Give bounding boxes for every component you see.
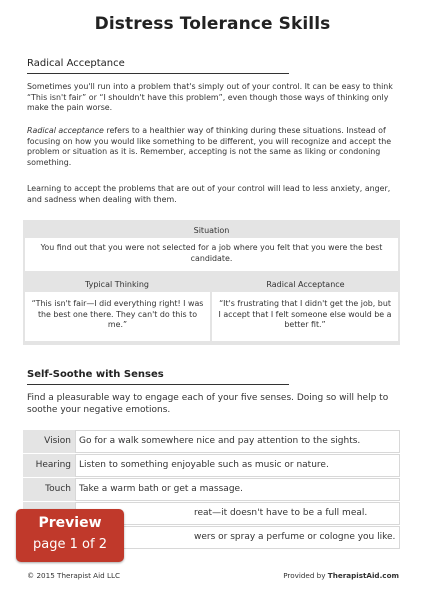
preview-badge[interactable] (16, 509, 124, 562)
sense-row-touch (23, 478, 400, 501)
radical-paragraph-2-text: refers to a healthier way of thinking during these situations. Instead of focusing on how you would like something to be different, you will recognize and accept the problem or situation as it is. Remember, accepting is not the same as liking or condoning something. (27, 126, 392, 167)
preview-label: Preview (38, 515, 102, 531)
situation-table (23, 220, 400, 345)
sense-label: Vision (23, 430, 75, 453)
provider-footer (283, 571, 399, 580)
radical-acceptance-label: Radical Acceptance (266, 280, 345, 289)
typical-thinking-label: Typical Thinking (85, 280, 149, 289)
sense-text: reat—it doesn't have to be a full meal. (75, 502, 400, 525)
radical-paragraph-2 (27, 126, 399, 168)
radical-paragraph-1: Sometimes you'll run into a problem that's simply out of your control. It can be easy to think “This isn't fair” or “I shouldn't have this problem”, even though those ways of thinking only make the pain worse. (27, 82, 393, 112)
provider-brand: TherapistAid.com (327, 571, 399, 580)
radical-acceptance-rule (27, 73, 289, 74)
page-title: Distress Tolerance Skills (94, 14, 331, 34)
situation-text: You find out that you were not selected for a job where you felt that you were the best candidate. (25, 238, 398, 271)
radical-acceptance-text: “It's frustrating that I didn't get the job, but I accept that I felt someone else would be a better fit.” (212, 292, 398, 341)
sense-text: Go for a walk somewhere nice and pay attention to the sights. (75, 430, 400, 453)
sense-text: Take a warm bath or get a massage. (75, 478, 400, 501)
typical-thinking-text: “This isn't fair—I did everything right! I was the best one there. They can't do this to me.” (25, 292, 210, 341)
provider-prefix: Provided by (283, 571, 328, 580)
self-soothe-heading: Self-Soothe with Senses (27, 369, 164, 380)
radical-term: Radical acceptance (27, 126, 104, 135)
situation-label: Situation (193, 226, 230, 235)
sense-text: wers or spray a perfume or cologne you like. (75, 526, 400, 549)
self-soothe-intro: Find a pleasurable way to engage each of your five senses. Doing so will help to soothe your negative emotions. (27, 393, 389, 415)
sense-text: Listen to something enjoyable such as music or nature. (75, 454, 400, 477)
sense-label: Touch (23, 478, 75, 501)
sense-row-hearing (23, 454, 400, 477)
copyright-footer: © 2015 Therapist Aid LLC (27, 571, 120, 580)
radical-acceptance-heading: Radical Acceptance (27, 58, 125, 69)
preview-page-indicator: page 1 of 2 (33, 537, 107, 552)
radical-paragraph-3: Learning to accept the problems that are out of your control will lead to less anxiety, anger, and sadness when dealing with them. (27, 184, 391, 204)
self-soothe-rule (27, 384, 289, 385)
sense-row-vision (23, 430, 400, 453)
sense-label: Hearing (23, 454, 75, 477)
